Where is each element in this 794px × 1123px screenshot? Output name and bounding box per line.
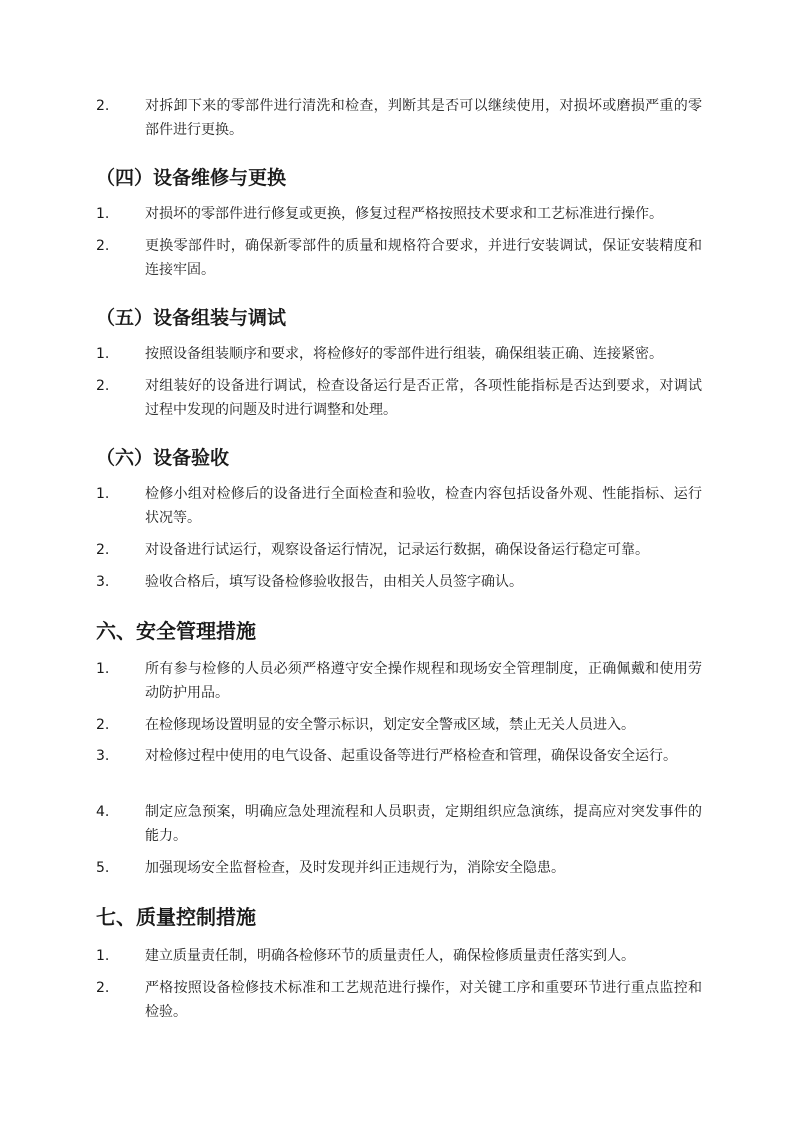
list-item-text: 对组装好的设备进行调试，检查设备运行是否正常，各项性能指标是否达到要求，对调试过程中发现的问题及时进行调整和处理。	[145, 378, 702, 418]
section-heading-6: （六）设备验收	[96, 447, 230, 469]
list-item-number: 2.	[96, 980, 110, 996]
list-item-number: 5.	[96, 860, 110, 876]
list-item-text: 对设备进行试运行，观察设备运行情况，记录运行数据，确保设备运行稳定可靠。	[145, 542, 649, 558]
list-item-number: 1.	[96, 661, 110, 677]
list-item-text: 在检修现场设置明显的安全警示标识，划定安全警戒区域，禁止无关人员进入。	[145, 717, 635, 733]
list-item-text: 验收合格后，填写设备检修验收报告，由相关人员签字确认。	[145, 574, 523, 590]
list-item-number: 2.	[96, 378, 110, 394]
list-item-number: 1.	[96, 206, 110, 222]
list-item-text: 对损坏的零部件进行修复或更换，修复过程严格按照技术要求和工艺标准进行操作。	[145, 206, 663, 222]
section-heading-4: （四）设备维修与更换	[96, 167, 287, 189]
list-item-text: 更换零部件时，确保新零部件的质量和规格符合要求，并进行安装调试，保证安装精度和连接牢固。	[145, 238, 702, 278]
list-item-text: 按照设备组装顺序和要求，将检修好的零部件进行组装，确保组装正确、连接紧密。	[145, 346, 663, 362]
list-item-text: 对拆卸下来的零部件进行清洗和检查，判断其是否可以继续使用，对损坏或磨损严重的零部件进行更换。	[145, 98, 702, 138]
list-item-text: 建立质量责任制，明确各检修环节的质量责任人，确保检修质量责任落实到人。	[145, 948, 635, 964]
list-item-number: 2.	[96, 542, 110, 558]
list-item-text: 检修小组对检修后的设备进行全面检查和验收，检查内容包括设备外观、性能指标、运行状况等。	[145, 486, 702, 526]
list-item-number: 2.	[96, 98, 110, 114]
list-item-number: 3.	[96, 574, 110, 590]
list-item-number: 4.	[96, 804, 110, 820]
list-item-number: 2.	[96, 717, 110, 733]
list-item-text: 对检修过程中使用的电气设备、起重设备等进行严格检查和管理，确保设备安全运行。	[145, 748, 677, 764]
section-heading-5: （五）设备组装与调试	[96, 307, 287, 329]
list-item-number: 3.	[96, 748, 110, 764]
chapter-heading-6: 六、安全管理措施	[96, 619, 256, 643]
chapter-heading-7: 七、质量控制措施	[96, 905, 256, 929]
list-item-text: 加强现场安全监督检查，及时发现并纠正违规行为，消除安全隐患。	[145, 860, 565, 876]
list-item-number: 1.	[96, 346, 110, 362]
list-item-number: 1.	[96, 486, 110, 502]
list-item-number: 1.	[96, 948, 110, 964]
list-item-number: 2.	[96, 238, 110, 254]
list-item-text: 所有参与检修的人员必须严格遵守安全操作规程和现场安全管理制度，正确佩戴和使用劳动防护用品。	[145, 661, 702, 701]
list-item-text: 严格按照设备检修技术标准和工艺规范进行操作，对关键工序和重要环节进行重点监控和检验。	[145, 980, 702, 1020]
list-item-text: 制定应急预案，明确应急处理流程和人员职责，定期组织应急演练，提高应对突发事件的能力。	[145, 804, 702, 844]
